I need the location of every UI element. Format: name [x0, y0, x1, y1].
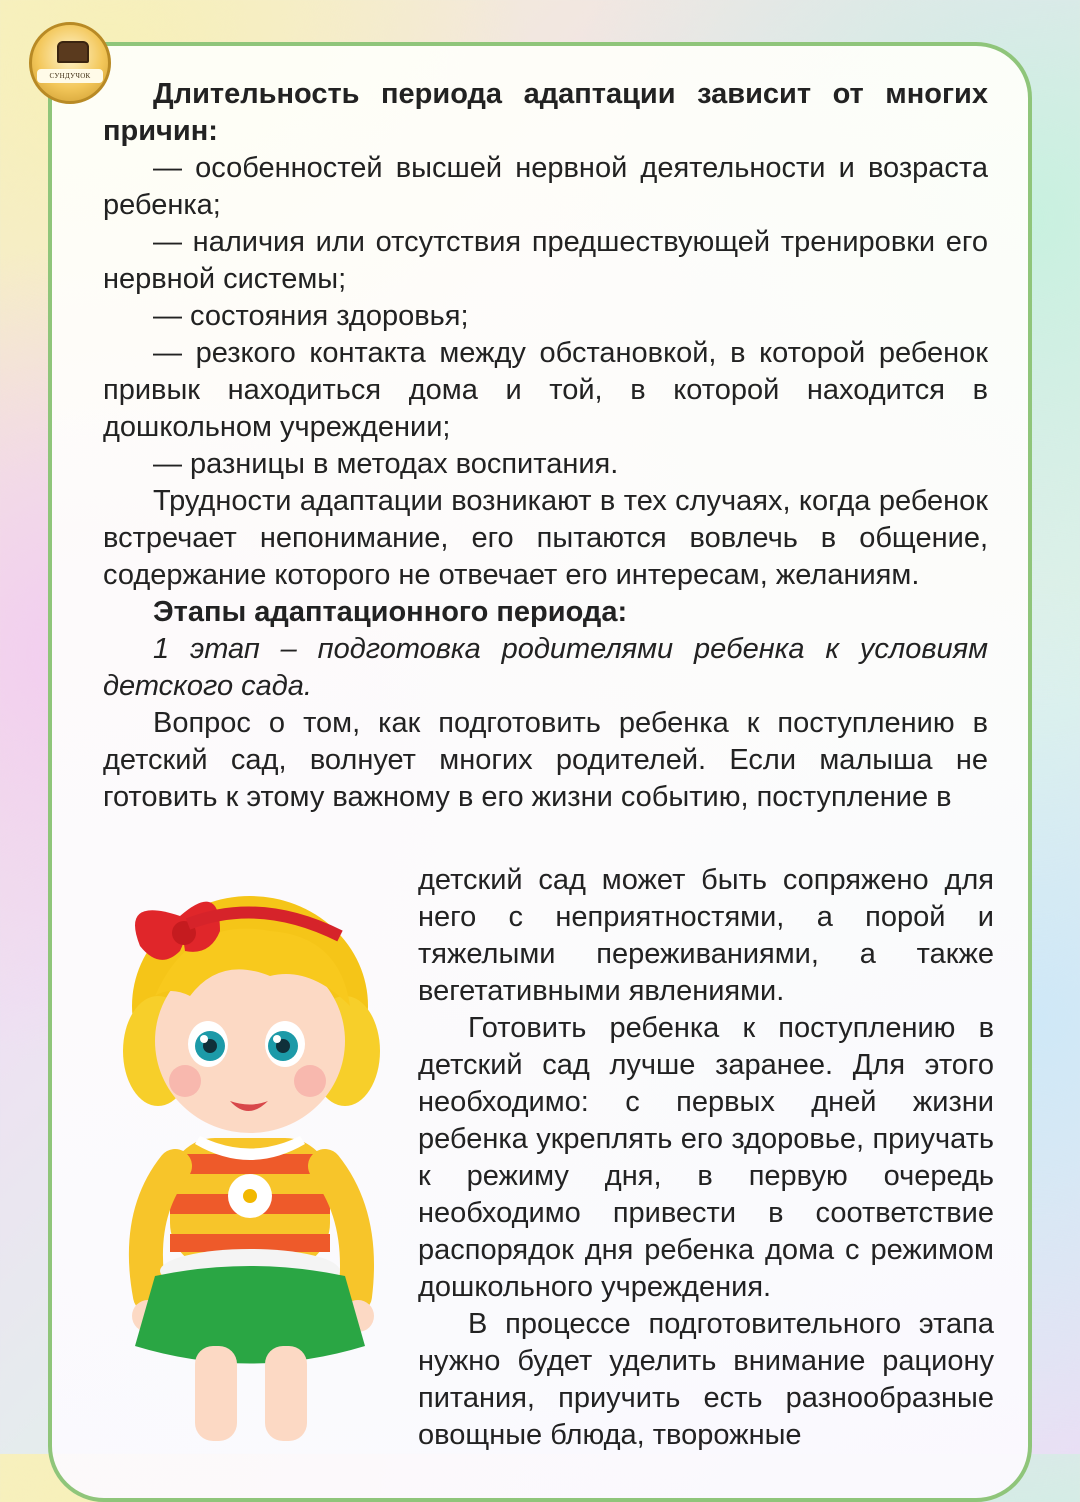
- list-item: — резкого контакта между обстановкой, в которой ребенок привык находиться дома и той, в которой находится в дошкольном учреждении;: [103, 337, 988, 443]
- heading: Длительность периода адаптации зависит от многих причин:: [103, 78, 988, 147]
- logo-name: СУНДУЧОК: [37, 69, 103, 83]
- paragraph: Готовить ребенка к поступлению в детский сад лучше заранее. Для этого необходимо: с первых дней жизни ребенка укреплять его здоровье, приучать к режиму дня, в первую очередь необходимо привести в соответствие распорядок дня ребенка дома с режимом дошкольного учреждения.: [418, 1012, 994, 1303]
- list-item: — разницы в методах воспитания.: [153, 448, 619, 480]
- list-item: — наличия или отсутствия предшествующей тренировки его нервной системы;: [103, 226, 988, 295]
- stage-1: 1 этап – подготовка родителями ребенка к условиям детского сада.: [103, 633, 988, 702]
- paragraph: Трудности адаптации возникают в тех случаях, когда ребенок встречает непонимание, его пытаются вовлечь в общение, содержание которого не отвечает его интересам, желаниям.: [103, 485, 988, 591]
- chest-icon: [57, 41, 89, 63]
- list-item: — состояния здоровья;: [153, 300, 469, 332]
- girl-illustration: [100, 876, 400, 1454]
- stages-heading: Этапы адаптационного периода:: [153, 596, 628, 628]
- sunduchok-logo: [29, 22, 111, 104]
- wrapped-text: [418, 862, 994, 1454]
- list-item: — особенностей высшей нервной деятельности и возраста ребенка;: [103, 152, 988, 221]
- paragraph: В процессе подготовительного этапа нужно будет уделить внимание рациону питания, приучить есть разнообразные овощные блюда, творожные: [418, 1308, 994, 1451]
- paragraph: детский сад может быть сопряжено для него с неприятностями, а порой и тяжелыми переживаниями, а также вегетативными явлениями.: [418, 864, 994, 1007]
- main-text: [103, 76, 988, 816]
- paragraph: Вопрос о том, как подготовить ребенка к поступлению в детский сад, волнует многих родителей. Если малыша не готовить к этому важному в его жизни событию, поступление в: [103, 707, 988, 813]
